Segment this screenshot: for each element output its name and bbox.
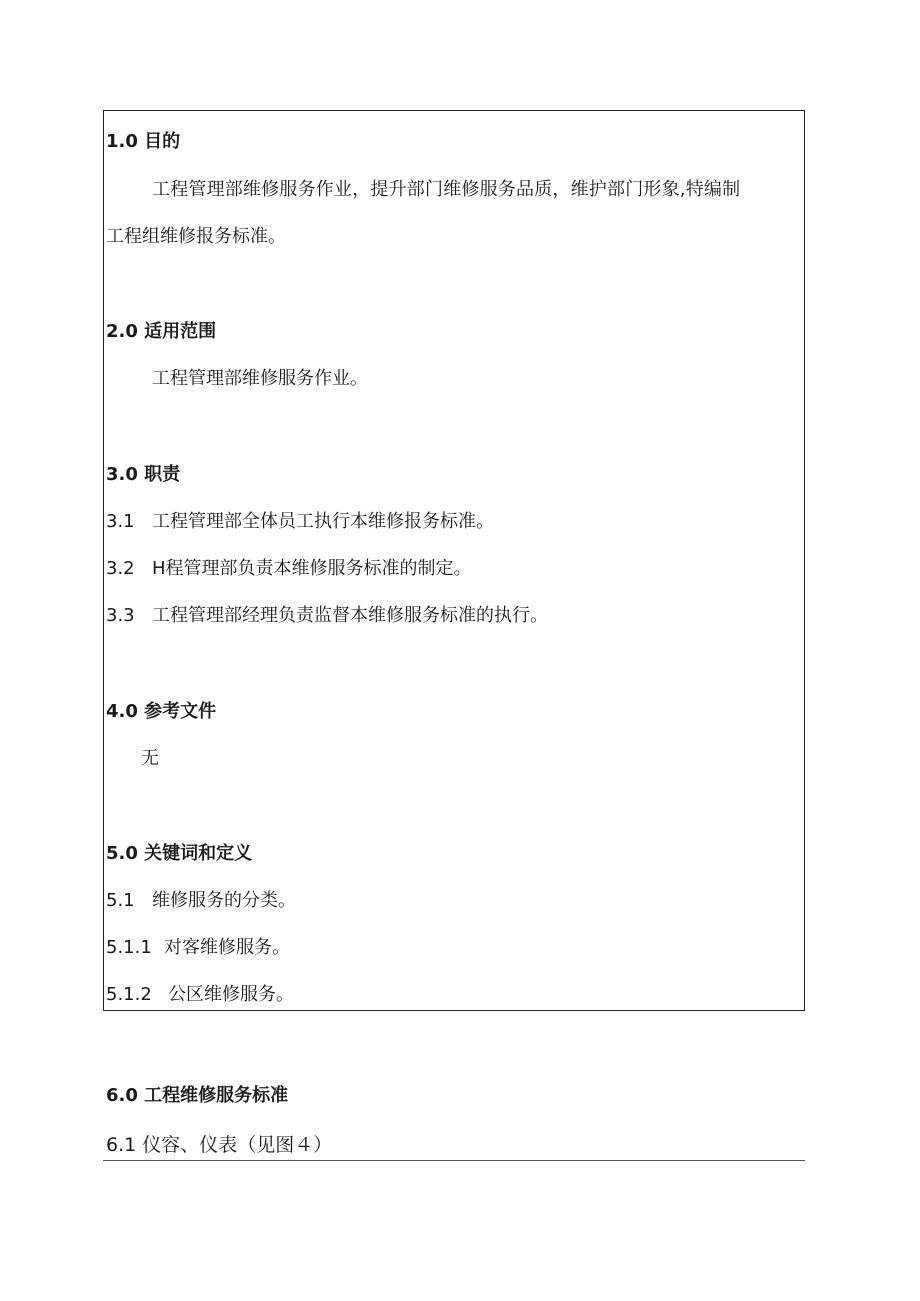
list-item [106,604,548,628]
list-item-number: 5.1 [106,890,135,911]
section-4-paragraph: 无 [141,748,159,769]
list-item [106,557,472,581]
list-item-number: 3.1 [106,511,135,532]
section-1-paragraph-line-2: 工程组维修报务标准。 [106,226,286,247]
list-item-text: 维修服务的分类。 [152,890,296,911]
section-3-heading: 3.0 职责 [106,464,181,485]
list-item [106,889,296,913]
section-6-subheading: 6.1 仪容、仪表（见图４） [106,1134,333,1156]
list-item-text: H程管理部负责本维修服务标准的制定。 [152,558,472,579]
section-6-heading: 6.0 工程维修服务标准 [106,1085,289,1106]
list-item-number: 5.1.2 [106,984,152,1005]
list-item [106,510,494,534]
list-item-text: 对客维修服务。 [164,937,290,958]
section-5-heading: 5.0 关键词和定义 [106,843,253,864]
list-item-number: 5.1.1 [106,937,152,958]
section-1-heading: 1.0 目的 [106,131,181,152]
list-item-text: 工程管理部全体员工执行本维修报务标准。 [152,511,494,532]
section-2-heading: 2.0 适用范围 [106,321,217,342]
list-item-number: 3.3 [106,605,135,626]
list-item-text: 公区维修服务。 [168,984,294,1005]
section-4-heading: 4.0 参考文件 [106,701,217,722]
list-item [106,983,294,1007]
horizontal-rule [103,1160,805,1161]
section-2-paragraph: 工程管理部维修服务作业。 [152,368,368,389]
list-item-number: 3.2 [106,558,135,579]
section-1-paragraph-line-1: 工程管理部维修服务作业，提升部门维修服务品质，维护部门形象,特编制 [152,179,741,200]
list-item [106,936,290,960]
list-item-text: 工程管理部经理负责监督本维修服务标准的执行。 [152,605,548,626]
